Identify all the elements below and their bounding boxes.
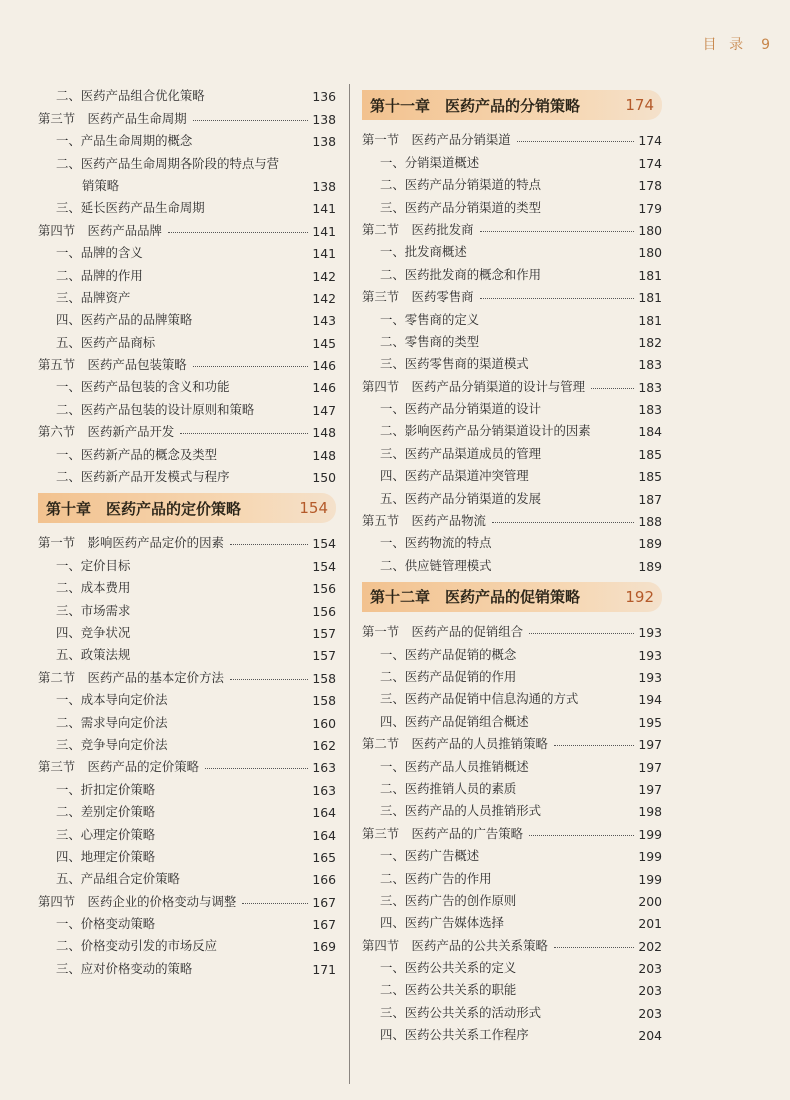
toc-item[interactable] [38, 239, 336, 261]
toc-page-number: 183 [638, 379, 662, 395]
toc-entry-title: 三、医药零售商的渠道模式 [380, 356, 529, 372]
toc-page-number: 203 [638, 983, 662, 999]
toc-entry-title: 三、医药产品分销渠道的类型 [380, 199, 542, 215]
toc-page-number: 164 [312, 805, 336, 821]
toc-entry-title: 销策略 [82, 177, 120, 193]
toc-item[interactable] [38, 328, 336, 350]
toc-item[interactable] [362, 328, 662, 350]
toc-entry-title: 二、医药推销人员的素质 [380, 780, 517, 796]
toc-entry-title: 二、品牌的作用 [56, 267, 143, 283]
toc-entry-title: 三、心理定价策略 [56, 826, 156, 842]
toc-entry-title: 四、竞争状况 [56, 624, 131, 640]
dot-leader [193, 366, 308, 367]
toc-section[interactable] [362, 618, 662, 640]
toc-item[interactable] [362, 529, 662, 551]
toc-item[interactable] [362, 954, 662, 976]
toc-page-number: 138 [312, 111, 336, 127]
toc-item[interactable] [38, 641, 336, 663]
dot-leader [242, 903, 308, 904]
toc-entry-title: 第二节 医药产品的基本定价方法 [38, 669, 224, 685]
toc-page-number: 203 [638, 1005, 662, 1021]
header-title: 目 录 [702, 37, 748, 53]
toc-page-number: 160 [312, 715, 336, 731]
dot-leader [193, 120, 308, 121]
toc-item[interactable] [38, 775, 336, 797]
toc-entry-title: 三、医药广告的创作原则 [380, 892, 517, 908]
toc-item[interactable] [38, 596, 336, 618]
toc-page-number: 154 [299, 499, 328, 518]
toc-entry-title: 一、医药广告概述 [380, 848, 480, 864]
toc-entry-title: 第四节 医药产品品牌 [38, 222, 162, 238]
toc-section[interactable] [362, 507, 662, 529]
toc-left-column [38, 82, 336, 977]
toc-section[interactable] [362, 283, 662, 305]
dot-leader [480, 231, 634, 232]
toc-section[interactable] [362, 372, 662, 394]
toc-item[interactable] [38, 865, 336, 887]
toc-item[interactable] [38, 551, 336, 573]
toc-page-number: 200 [638, 893, 662, 909]
toc-page-number: 174 [638, 155, 662, 171]
toc-entry-title: 第十一章 医药产品的分销策略 [370, 96, 581, 115]
toc-page-number: 141 [312, 223, 336, 239]
toc-page-number: 165 [312, 849, 336, 865]
toc-page-number: 162 [312, 737, 336, 753]
toc-page-number: 138 [312, 134, 336, 150]
toc-entry-title: 一、医药物流的特点 [380, 535, 492, 551]
toc-page-number: 187 [638, 491, 662, 507]
dot-leader [517, 141, 634, 142]
page-number: 9 [761, 37, 770, 53]
toc-item[interactable] [362, 707, 662, 729]
toc-entry-title: 四、医药产品渠道冲突管理 [380, 468, 529, 484]
toc-entry-title: 第一节 医药产品的促销组合 [362, 624, 524, 640]
toc-page-number: 188 [638, 514, 662, 530]
toc-entry-title: 二、医药新产品开发模式与程序 [56, 469, 230, 485]
toc-item[interactable] [38, 954, 336, 976]
toc-entry-title: 五、医药产品分销渠道的发展 [380, 490, 542, 506]
toc-entry-title: 二、医药产品促销的作用 [380, 668, 517, 684]
toc-item[interactable] [362, 305, 662, 327]
toc-page-number: 189 [638, 536, 662, 552]
toc-section[interactable] [362, 931, 662, 953]
toc-page-number: 193 [638, 647, 662, 663]
toc-entry-title: 第三节 医药产品生命周期 [38, 110, 187, 126]
toc-item[interactable] [362, 260, 662, 282]
toc-section[interactable] [38, 104, 336, 126]
toc-entry-title: 一、医药新产品的概念及类型 [56, 446, 218, 462]
toc-entry-title: 一、成本导向定价法 [56, 692, 168, 708]
toc-page-number: 164 [312, 827, 336, 843]
toc-entry-title: 一、分销渠道概述 [380, 154, 480, 170]
toc-page-number: 189 [638, 558, 662, 574]
toc-item[interactable] [38, 440, 336, 462]
toc-entry-title: 二、医药公共关系的职能 [380, 982, 517, 998]
toc-entry-title: 三、延长医药产品生命周期 [56, 200, 205, 216]
dot-leader [554, 745, 634, 746]
toc-page-number: 198 [638, 804, 662, 820]
toc-page-number: 148 [312, 425, 336, 441]
dot-leader [492, 522, 634, 523]
toc-entry-title: 三、医药公共关系的活动形式 [380, 1004, 542, 1020]
toc-page-number: 182 [638, 334, 662, 350]
toc-page-number: 199 [638, 849, 662, 865]
toc-item[interactable] [362, 148, 662, 170]
toc-item[interactable] [38, 910, 336, 932]
toc-page-number: 146 [312, 358, 336, 374]
dot-leader [168, 232, 308, 233]
toc-page-number: 143 [312, 313, 336, 329]
toc-entry-title: 二、医药产品组合优化策略 [56, 88, 205, 104]
toc-entry-title: 四、地理定价策略 [56, 848, 156, 864]
toc-item[interactable] [362, 797, 662, 819]
toc-page-number: 167 [312, 894, 336, 910]
toc-entry-title: 一、医药产品促销的概念 [380, 646, 517, 662]
toc-page-number: 193 [638, 625, 662, 641]
toc-section[interactable] [38, 216, 336, 238]
toc-entry-title: 第三节 医药产品的广告策略 [362, 825, 524, 841]
toc-chapter[interactable] [362, 582, 662, 612]
toc-entry-title: 五、政策法规 [56, 647, 131, 663]
toc-item[interactable] [38, 619, 336, 641]
toc-section[interactable] [38, 351, 336, 373]
toc-entry-title: 三、品牌资产 [56, 289, 131, 305]
toc-item[interactable] [38, 843, 336, 865]
toc-chapter[interactable] [362, 90, 662, 120]
toc-entry-title: 二、供应链管理模式 [380, 557, 492, 573]
toc-page-number: 147 [312, 402, 336, 418]
toc-entry-title: 第五节 医药产品物流 [362, 513, 486, 529]
toc-item[interactable] [38, 708, 336, 730]
toc-item[interactable] [362, 976, 662, 998]
toc-item[interactable] [38, 463, 336, 485]
toc-page-number: 180 [638, 222, 662, 238]
toc-item[interactable] [38, 149, 336, 171]
dot-leader [529, 835, 634, 836]
toc-page-number: 202 [638, 938, 662, 954]
toc-entry-title: 二、影响医药产品分销渠道设计的因素 [380, 423, 591, 439]
toc-item[interactable] [362, 752, 662, 774]
toc-page-number: 197 [638, 781, 662, 797]
toc-page-number: 163 [312, 760, 336, 776]
toc-entry-title: 五、产品组合定价策略 [56, 871, 180, 887]
toc-section[interactable] [362, 126, 662, 148]
toc-page-number: 174 [625, 96, 654, 114]
toc-page-number: 154 [312, 536, 336, 552]
toc-page-number: 142 [312, 268, 336, 284]
toc-page-number: 171 [312, 961, 336, 977]
toc-item[interactable] [362, 887, 662, 909]
toc-page-number: 184 [638, 424, 662, 440]
toc-right-column [362, 82, 662, 1043]
toc-item-continuation[interactable] [38, 172, 336, 194]
toc-page-number: 167 [312, 917, 336, 933]
dot-leader [480, 298, 634, 299]
toc-entry-title: 第五节 医药产品包装策略 [38, 357, 187, 373]
toc-page-number: 146 [312, 380, 336, 396]
toc-page-number: 181 [638, 290, 662, 306]
toc-page-number: 199 [638, 826, 662, 842]
toc-item[interactable] [362, 238, 662, 260]
dot-leader [230, 544, 308, 545]
toc-entry-title: 一、医药产品包装的含义和功能 [56, 379, 230, 395]
toc-entry-title: 第四节 医药企业的价格变动与调整 [38, 893, 237, 909]
toc-item[interactable] [38, 284, 336, 306]
toc-page-number: 185 [638, 446, 662, 462]
toc-item[interactable] [362, 864, 662, 886]
toc-entry-title: 二、价格变动引发的市场反应 [56, 938, 218, 954]
toc-item[interactable] [362, 998, 662, 1020]
toc-entry-title: 三、竞争导向定价法 [56, 736, 168, 752]
toc-page-number: 166 [312, 872, 336, 888]
toc-item[interactable] [362, 640, 662, 662]
toc-item[interactable] [38, 820, 336, 842]
toc-entry-title: 四、医药广告媒体选择 [380, 915, 504, 931]
toc-item[interactable] [38, 574, 336, 596]
toc-page-number: 193 [638, 669, 662, 685]
toc-item[interactable] [362, 775, 662, 797]
toc-page-number: 199 [638, 871, 662, 887]
toc-page-number: 181 [638, 267, 662, 283]
toc-entry-title: 一、价格变动策略 [56, 916, 156, 932]
toc-item[interactable] [362, 395, 662, 417]
toc-entry-title: 四、医药公共关系工作程序 [380, 1027, 529, 1043]
toc-entry-title: 第六节 医药新产品开发 [38, 424, 175, 440]
toc-page-number: 141 [312, 246, 336, 262]
toc-item[interactable] [362, 551, 662, 573]
toc-entry-title: 二、成本费用 [56, 580, 131, 596]
toc-entry-title: 一、医药产品分销渠道的设计 [380, 401, 542, 417]
dot-leader [591, 388, 634, 389]
toc-page-number: 194 [638, 692, 662, 708]
toc-entry-title: 二、零售商的类型 [380, 333, 480, 349]
toc-entry-title: 一、批发商概述 [380, 244, 467, 260]
toc-entry-title: 二、医药产品分销渠道的特点 [380, 177, 542, 193]
toc-page-number: 203 [638, 961, 662, 977]
toc-page-number: 157 [312, 648, 336, 664]
toc-entry-title: 第四节 医药产品的公共关系策略 [362, 937, 548, 953]
toc-entry-title: 一、医药产品人员推销概述 [380, 758, 529, 774]
toc-entry-title: 第四节 医药产品分销渠道的设计与管理 [362, 378, 586, 394]
toc-item[interactable] [38, 395, 336, 417]
toc-entry-title: 第十章 医药产品的定价策略 [46, 499, 242, 518]
toc-entry-title: 二、医药广告的作用 [380, 870, 492, 886]
toc-page-number: 148 [312, 447, 336, 463]
toc-entry-title: 第一节 医药产品分销渠道 [362, 132, 511, 148]
toc-item[interactable] [362, 663, 662, 685]
toc-entry-title: 二、需求导向定价法 [56, 714, 168, 730]
toc-item[interactable] [362, 417, 662, 439]
toc-page-number: 157 [312, 625, 336, 641]
toc-entry-title: 第十二章 医药产品的促销策略 [370, 588, 581, 607]
toc-item[interactable] [362, 193, 662, 215]
toc-page-number: 156 [312, 603, 336, 619]
toc-chapter[interactable] [38, 493, 336, 523]
toc-entry-title: 三、医药产品渠道成员的管理 [380, 445, 542, 461]
dot-leader [180, 433, 308, 434]
toc-item[interactable] [362, 439, 662, 461]
toc-entry-title: 一、医药公共关系的定义 [380, 960, 517, 976]
toc-entry-title: 一、折扣定价策略 [56, 781, 156, 797]
toc-item[interactable] [38, 261, 336, 283]
toc-entry-title: 二、医药批发商的概念和作用 [380, 266, 542, 282]
toc-entry-title: 一、定价目标 [56, 557, 131, 573]
toc-page-number: 195 [638, 714, 662, 730]
toc-item[interactable] [362, 842, 662, 864]
dot-leader [529, 633, 634, 634]
toc-page-number: 169 [312, 939, 336, 955]
toc-page-number: 145 [312, 335, 336, 351]
toc-page-number: 183 [638, 357, 662, 373]
toc-entry-title: 二、差别定价策略 [56, 804, 156, 820]
toc-page-number: 192 [625, 587, 654, 606]
toc-page-number: 150 [312, 470, 336, 486]
toc-section[interactable] [38, 529, 336, 551]
toc-page-number: 181 [638, 312, 662, 328]
toc-page-number: 201 [638, 916, 662, 932]
toc-entry-title: 第二节 医药批发商 [362, 221, 474, 237]
toc-entry-title: 二、医药产品生命周期各阶段的特点与营 [56, 155, 280, 171]
column-divider [349, 84, 350, 1084]
toc-entry-title: 第一节 影响医药产品定价的因素 [38, 535, 224, 551]
toc-item[interactable] [38, 373, 336, 395]
toc-page-number: 142 [312, 290, 336, 306]
toc-entry-title: 一、零售商的定义 [380, 311, 480, 327]
toc-entry-title: 第二节 医药产品的人员推销策略 [362, 736, 548, 752]
toc-entry-title: 四、医药产品的品牌策略 [56, 312, 193, 328]
toc-item[interactable] [362, 484, 662, 506]
dot-leader [554, 947, 634, 948]
toc-page-number: 158 [312, 670, 336, 686]
toc-entry-title: 三、市场需求 [56, 602, 131, 618]
toc-item[interactable] [362, 909, 662, 931]
toc-page-number: 158 [312, 693, 336, 709]
toc-entry-title: 五、医药产品商标 [56, 334, 156, 350]
page-header [703, 34, 770, 54]
toc-page-number: 197 [638, 759, 662, 775]
toc-section[interactable] [38, 753, 336, 775]
toc-entry-title: 三、应对价格变动的策略 [56, 960, 193, 976]
toc-page-number: 156 [312, 581, 336, 597]
toc-page-number: 185 [638, 469, 662, 485]
toc-item[interactable] [38, 127, 336, 149]
toc-section[interactable] [38, 887, 336, 909]
toc-section[interactable] [38, 418, 336, 440]
toc-page-number: 179 [638, 200, 662, 216]
toc-page-number: 183 [638, 402, 662, 418]
toc-item[interactable] [38, 82, 336, 104]
toc-section[interactable] [38, 663, 336, 685]
toc-item[interactable] [38, 686, 336, 708]
toc-entry-title: 四、医药产品促销组合概述 [380, 713, 529, 729]
toc-page-number: 141 [312, 201, 336, 217]
toc-page-number: 204 [638, 1028, 662, 1044]
toc-item[interactable] [38, 306, 336, 328]
toc-item[interactable] [362, 171, 662, 193]
toc-entry-title: 第三节 医药产品的定价策略 [38, 759, 200, 775]
toc-page-number: 136 [312, 89, 336, 105]
toc-page-number: 197 [638, 737, 662, 753]
toc-page-number: 163 [312, 782, 336, 798]
toc-entry-title: 二、医药产品包装的设计原则和策略 [56, 401, 255, 417]
toc-item[interactable] [362, 685, 662, 707]
toc-section[interactable] [362, 819, 662, 841]
toc-item[interactable] [362, 462, 662, 484]
toc-entry-title: 一、品牌的含义 [56, 245, 143, 261]
toc-page-number: 174 [638, 133, 662, 149]
toc-item[interactable] [38, 731, 336, 753]
toc-item[interactable] [38, 194, 336, 216]
toc-entry-title: 三、医药产品促销中信息沟通的方式 [380, 691, 579, 707]
toc-entry-title: 一、产品生命周期的概念 [56, 133, 193, 149]
toc-item[interactable] [38, 932, 336, 954]
toc-item[interactable] [38, 798, 336, 820]
toc-item[interactable] [362, 1021, 662, 1043]
toc-item[interactable] [362, 350, 662, 372]
toc-page-number: 154 [312, 558, 336, 574]
dot-leader [205, 768, 308, 769]
dot-leader [230, 679, 308, 680]
toc-page-number: 138 [312, 178, 336, 194]
toc-page-number: 178 [638, 178, 662, 194]
toc-entry-title: 第三节 医药零售商 [362, 289, 474, 305]
toc-entry-title: 三、医药产品的人员推销形式 [380, 803, 542, 819]
toc-page-number: 180 [638, 245, 662, 261]
toc-section[interactable] [362, 216, 662, 238]
toc-section[interactable] [362, 730, 662, 752]
